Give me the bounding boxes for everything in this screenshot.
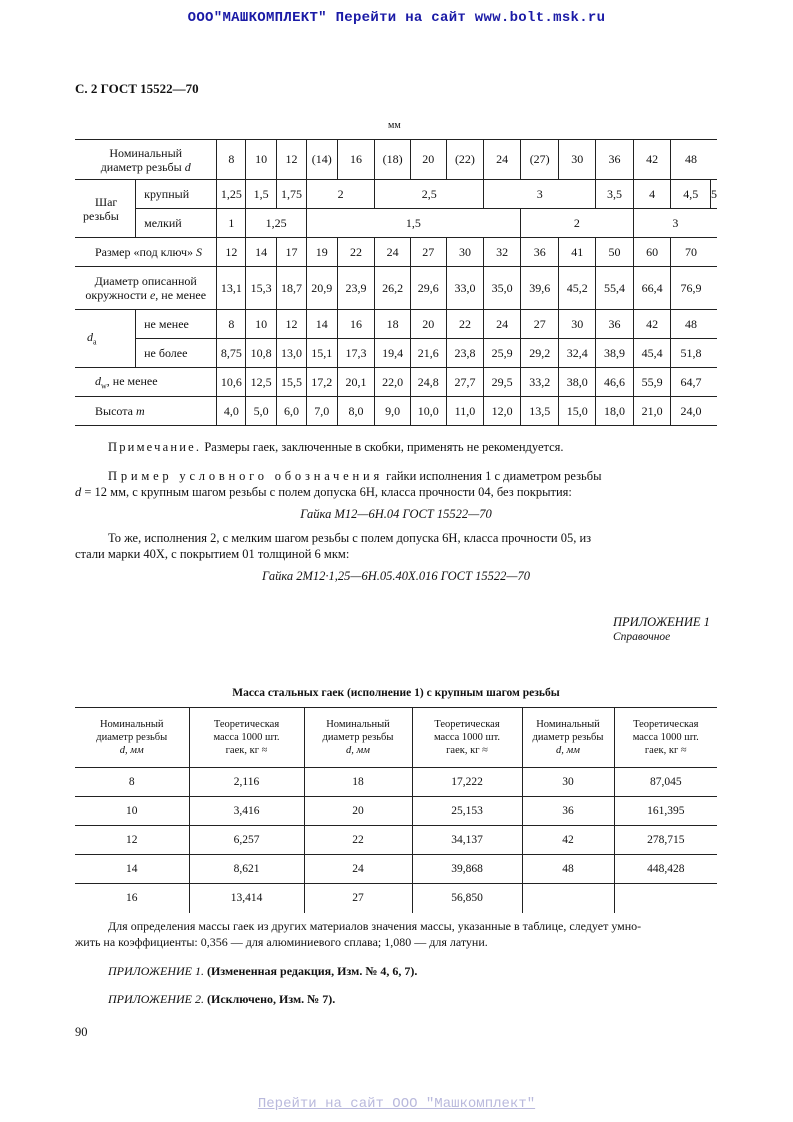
cell: 24,8 [410,368,446,397]
cell: 8 [217,140,246,180]
cell: 2 [306,180,374,209]
header-cell: Номинальный диаметр резьбы d, мм [522,708,614,768]
cell: 12 [75,826,189,855]
max-label: не более [136,339,217,368]
cell: 14 [246,238,277,267]
cell: 25,153 [412,797,522,826]
cell: 48 [684,316,697,331]
cell: 12 [217,238,246,267]
table-row [75,855,717,884]
cell: 17,222 [412,768,522,797]
cell: 17,3 [337,339,375,368]
table-note: Примечание. Размеры гаек, заключенные в скобки, применять не рекомендуется. [108,440,564,454]
cell: 17,2 [306,368,337,397]
cell: 16 [75,884,189,913]
mass-table [75,707,717,913]
cell: 10 [75,797,189,826]
cell: 3,416 [189,797,304,826]
diameter-row [75,140,717,180]
cell: (14) [306,140,337,180]
cell: (22) [446,140,484,180]
cell: 1,75 [277,180,307,209]
fine-label: мелкий [136,209,217,238]
top-banner-link[interactable]: ООО"МАШКОМПЛЕКТ" Перейти на сайт www.bolt.msk.ru [187,10,606,26]
cell: 20,9 [306,267,337,310]
mass-note: Для определения массы гаек из других материалов значения массы, указанные в таблице, следует умно- жить на коэффициенты: 0,356 — для алюминиевого сплава; 1,080 — для латуни. [75,919,642,949]
cell: 42 [633,310,671,339]
cell: 35,0 [484,267,521,310]
cell: 2,5 [375,180,484,209]
circumcircle-row [75,267,717,310]
cell: (18) [375,140,411,180]
cell: 64,7 [680,374,702,389]
cell: 24 [304,855,412,884]
cell: 30 [559,310,596,339]
cell: 22 [446,310,484,339]
cell: 4,5 [671,180,711,209]
cell: 48 [684,152,697,166]
cell: 56,850 [412,884,522,913]
cell: 19 [306,238,337,267]
cell: 12,5 [246,368,277,397]
cell: 39,6 [520,267,559,310]
cell [522,884,614,913]
height-row [75,397,717,426]
pitch-label: Шаг резьбы [75,180,136,238]
cell: 1,25 [246,209,307,238]
cell: 278,715 [647,834,685,846]
cell: 66,4 [633,267,671,310]
appendix-title: ПРИЛОЖЕНИЕ 1 [613,615,710,629]
cell: 33,0 [446,267,484,310]
height-label: Высота m [75,397,217,426]
cell: 30 [559,140,596,180]
bottom-site-link[interactable]: Перейти на сайт ООО "Машкомплект" [257,1096,536,1112]
table-row [75,768,717,797]
cell: 6,0 [277,397,307,426]
cell: 76,9 [680,280,702,295]
cell: 10,6 [217,368,246,397]
page-number: 90 [75,1025,88,1039]
cell: 4,0 [217,397,246,426]
cell: 26,2 [375,267,411,310]
cell: 7,0 [306,397,337,426]
cell: 10 [246,310,277,339]
cell: 24 [484,140,521,180]
cell: 8 [217,310,246,339]
cell: 17 [277,238,307,267]
table-row [75,797,717,826]
key-size-label: Размер «под ключ» S [75,238,217,267]
coarse-label: крупный [136,180,217,209]
cell: 36 [520,238,559,267]
cell: 22 [337,238,375,267]
cell: 33,2 [520,368,559,397]
cell: 13,414 [189,884,304,913]
dimensions-table [75,139,717,426]
cell: 20 [410,310,446,339]
cell: 32,4 [559,339,596,368]
header-cell: Номинальный диаметр резьбы d, мм [75,708,189,768]
cell: 448,428 [647,863,685,875]
mass-table-title: Масса стальных гаек (исполнение 1) с крупным шагом резьбы [232,687,560,699]
table-row [75,826,717,855]
cell: 45,2 [559,267,596,310]
designation-1: Гайка М12—6Н.04 ГОСТ 15522—70 [300,507,492,521]
fine-pitch-row [75,209,717,238]
cell: 70 [684,244,697,259]
cell: 8,75 [217,339,246,368]
min-label: не менее [136,310,217,339]
cell: 36 [522,797,614,826]
cell: 20 [304,797,412,826]
cell: 3 [672,215,679,230]
cell: 87,045 [649,776,682,788]
cell: 23,9 [337,267,375,310]
cell: 22,0 [375,368,411,397]
cell: 14 [306,310,337,339]
page-header: С. 2 ГОСТ 15522—70 [75,81,199,96]
mass-table-header [75,708,717,768]
header-cell: Номинальный диаметр резьбы d, мм [304,708,412,768]
cell: 12 [277,140,307,180]
cell: 34,137 [412,826,522,855]
cell: 3 [484,180,596,209]
edit-note-1: ПРИЛОЖЕНИЕ 1. (Измененная редакция, Изм. № 4, 6, 7). [108,964,418,978]
cell: 55,9 [633,368,671,397]
cell: 2,116 [189,768,304,797]
cell: 18 [304,768,412,797]
cell: 5,0 [246,397,277,426]
cell: 18 [375,310,411,339]
da-min-row [75,310,717,339]
cell: 13,1 [217,267,246,310]
cell: 21,6 [410,339,446,368]
cell: 20,1 [337,368,375,397]
table-row [75,884,717,913]
cell: 46,6 [596,368,634,397]
cell: 15,1 [306,339,337,368]
cell: 18,0 [596,397,634,426]
cell: 32 [484,238,521,267]
cell: 8 [75,768,189,797]
coarse-pitch-row [75,180,717,209]
cell: 30 [522,768,614,797]
cell: 6,257 [189,826,304,855]
cell: 1,5 [246,180,277,209]
cell: 16 [337,140,375,180]
cell: 8,621 [189,855,304,884]
cell: 15,0 [559,397,596,426]
cell: 48 [522,855,614,884]
header-cell: Теоретическая масса 1000 шт. гаек, кг ≈ [412,708,522,768]
cell: 11,0 [446,397,484,426]
cell: 12,0 [484,397,521,426]
cell: 24 [375,238,411,267]
cell: 25,9 [484,339,521,368]
cell: 161,395 [647,805,685,817]
cell: 19,4 [375,339,411,368]
cell: 8,0 [337,397,375,426]
cell [614,884,717,913]
cell: 22 [304,826,412,855]
cell: 1 [217,209,246,238]
cell: 38,9 [596,339,634,368]
cell: 2 [520,209,633,238]
unit-label: мм [388,120,401,131]
cell: 10,8 [246,339,277,368]
da-label: $d_a$ [75,310,136,368]
cell: 39,868 [412,855,522,884]
cell: 9,0 [375,397,411,426]
cell: 12 [277,310,307,339]
da-max-row [75,339,717,368]
cell: 10,0 [410,397,446,426]
edit-note-2: ПРИЛОЖЕНИЕ 2. (Исключено, Изм. № 7). [108,992,336,1006]
cell: 18,7 [277,267,307,310]
dw-row [75,368,717,397]
cell: 42 [522,826,614,855]
diameter-label: Номинальный диаметр резьбы d [75,140,217,180]
cell: 30 [446,238,484,267]
cell: 15,3 [246,267,277,310]
cell: 24 [484,310,521,339]
dw-label: $d_w$, не менее [75,368,217,397]
cell: 42 [633,140,671,180]
key-size-row [75,238,717,267]
appendix-subtitle: Справочное [613,631,671,643]
cell: 20 [410,140,446,180]
cell: 27 [304,884,412,913]
cell: 36 [596,140,634,180]
cell: 24,0 [680,403,702,418]
cell: 55,4 [596,267,634,310]
example-paragraph: Пример условного обозначения гайки исполнения 1 с диаметром резьбы d = 12 мм, с крупным шагом резьбы с полем допуска 6Н, класса прочности 04, без покрытия: [75,469,602,499]
cell: 45,4 [633,339,671,368]
cell: 27 [410,238,446,267]
cell: 21,0 [633,397,671,426]
cell: 4 [633,180,671,209]
cell: 27,7 [446,368,484,397]
cell: 13,0 [277,339,307,368]
designation-2: Гайка 2М12·1,25—6Н.05.40Х.016 ГОСТ 15522—70 [262,569,530,583]
cell: 27 [520,310,559,339]
cell: 38,0 [559,368,596,397]
cell: 29,6 [410,267,446,310]
cell: 23,8 [446,339,484,368]
cell: (27) [520,140,559,180]
cell: 15,5 [277,368,307,397]
cell: 36 [596,310,634,339]
cell: 3,5 [596,180,634,209]
circumcircle-label: Диаметр описанной окружности e, не менее [75,267,217,310]
cell: 10 [246,140,277,180]
cell: 5 [711,186,717,201]
cell: 13,5 [520,397,559,426]
cell: 29,5 [484,368,521,397]
header-cell: Теоретическая масса 1000 шт. гаек, кг ≈ [632,719,699,756]
header-cell: Теоретическая масса 1000 шт. гаек, кг ≈ [189,708,304,768]
cell: 51,8 [680,345,702,360]
cell: 14 [75,855,189,884]
cell: 41 [559,238,596,267]
cell: 29,2 [520,339,559,368]
cell: 60 [633,238,671,267]
cell: 1,5 [306,209,520,238]
cell: 1,25 [217,180,246,209]
cell: 16 [337,310,375,339]
cell: 50 [596,238,634,267]
example-paragraph-2: То же, исполнения 2, с мелким шагом резьбы с полем допуска 6Н, класса прочности 05, из стали марки 40Х, с покрытием 01 толщиной 6 мкм: [75,531,592,561]
